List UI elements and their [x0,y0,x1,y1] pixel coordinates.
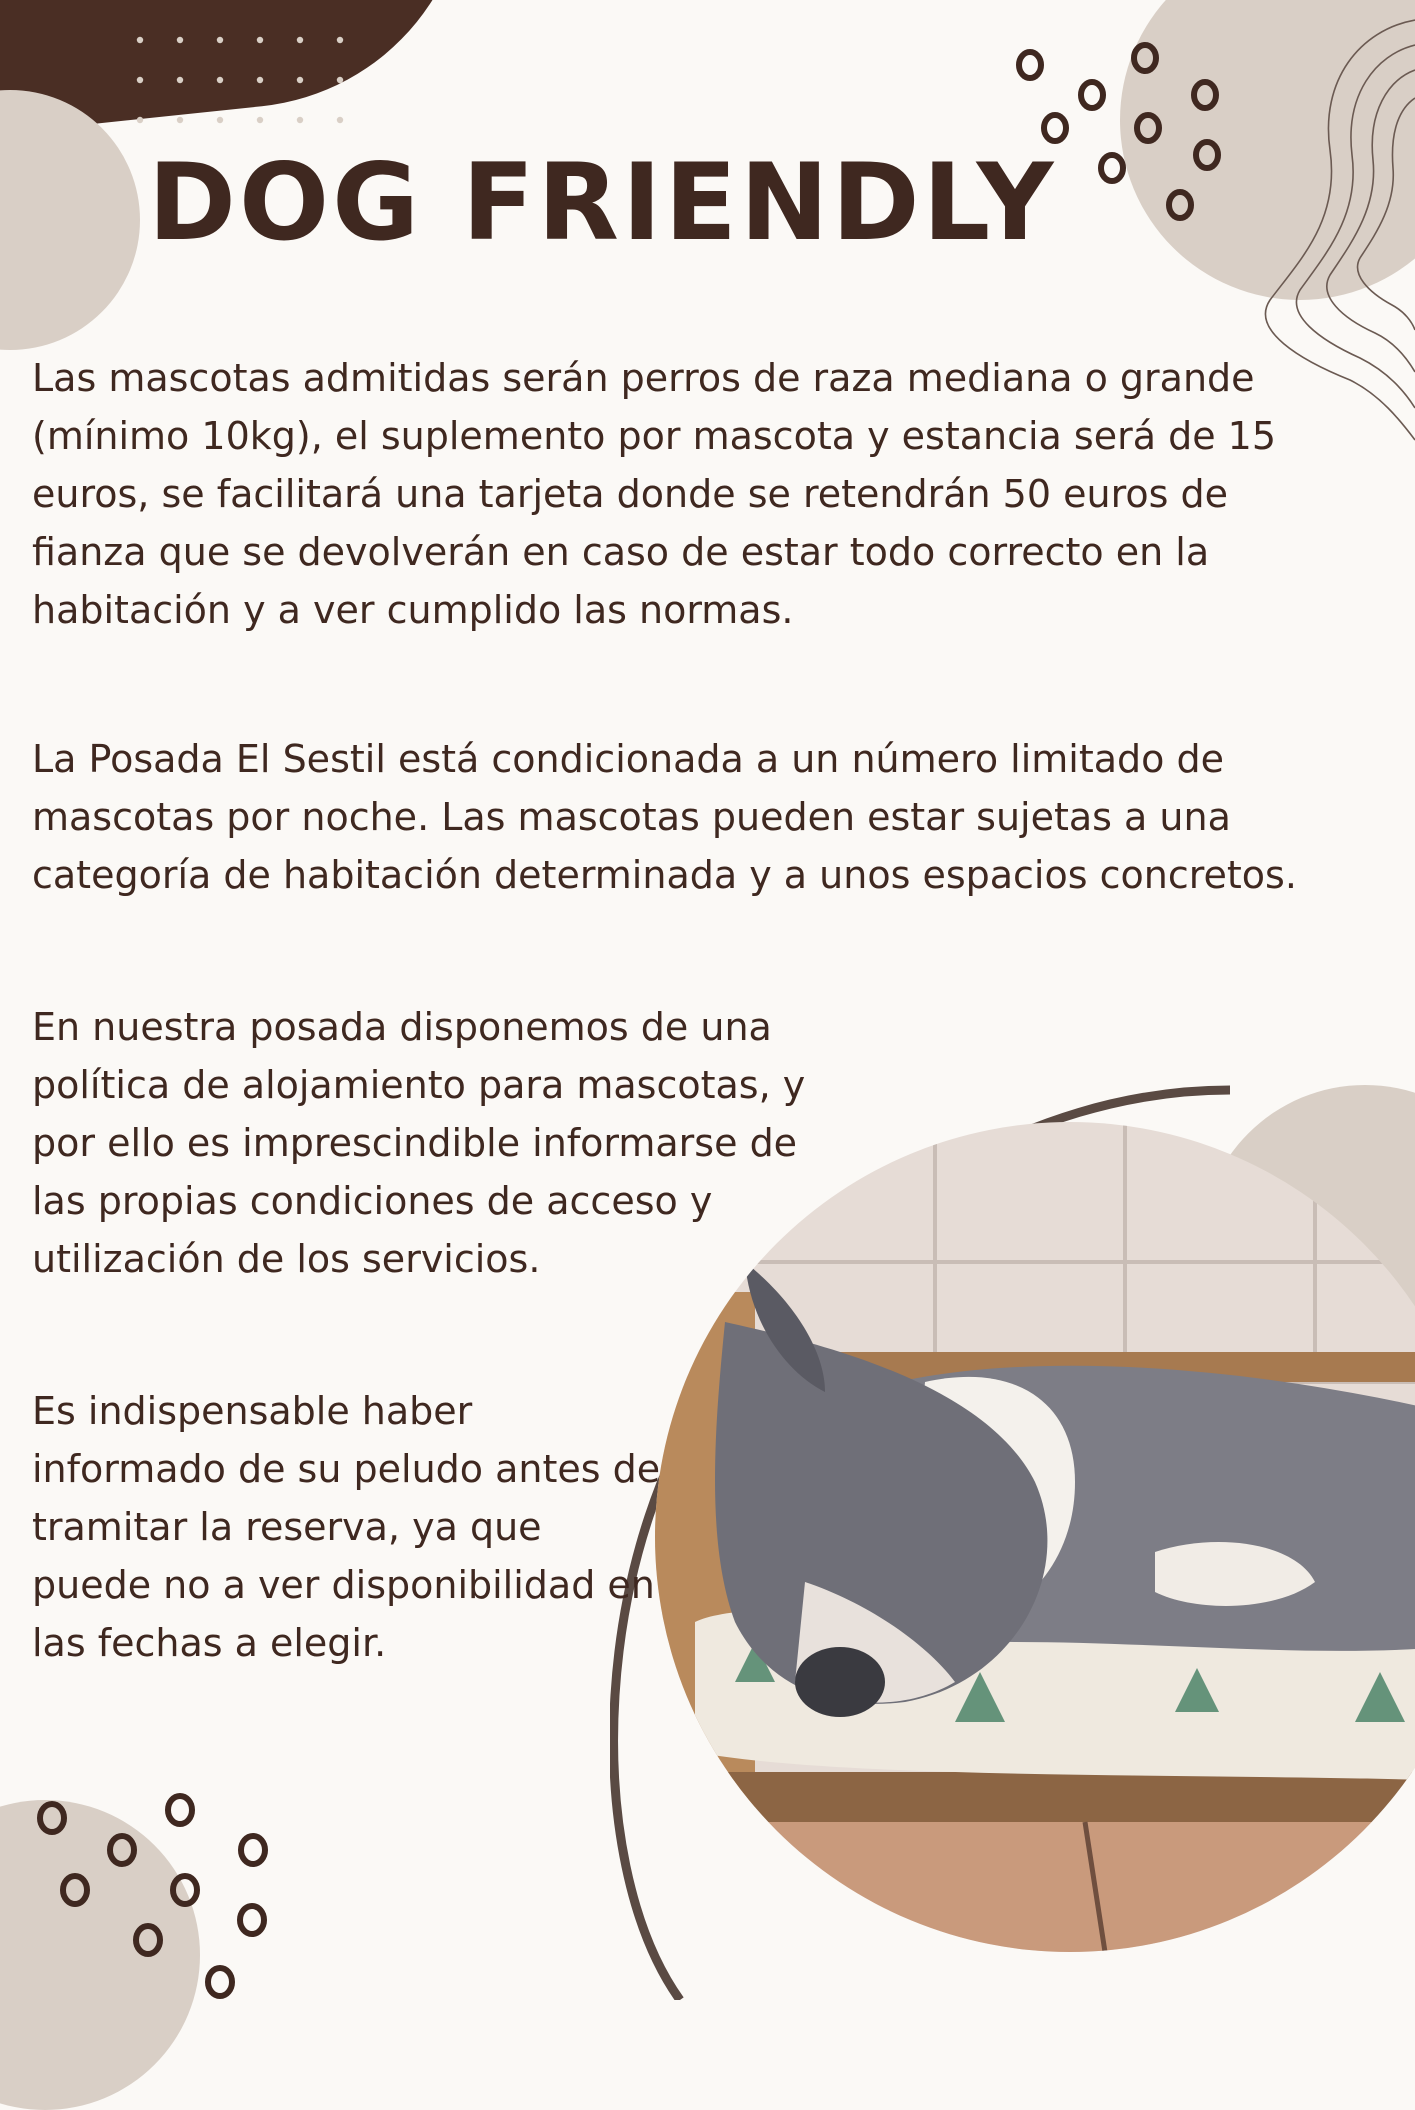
page-title: DOG FRIENDLY [148,141,1057,264]
paragraph-pet-policy: En nuestra posada disponemos de una política de alojamiento para mascotas, y por ello es imprescindible informarse de las propias condiciones de acceso y utilización de los servicios. [32,1005,806,1281]
beige-circle-decoration [0,90,140,350]
ring-cluster-decoration [30,1790,290,2000]
paragraph-pet-requirements: Las mascotas admitidas serán perros de raza mediana o grande (mínimo 10kg), el suplemento por mascota y estancia será de 15 euros, se facilitará una tarjeta donde se retendrán 50 euros de fianza que se devolverán en caso de estar todo correcto en la habitación y a ver cumplido las normas. [32,356,1277,632]
paragraph-pet-limits: La Posada El Sestil está condicionada a un número limitado de mascotas por noche. Las mascotas pueden estar sujetas a una categoría de habitación determinada y a unos espacios concretos. [32,737,1297,897]
paragraph-pet-notice: Es indispensable haber informado de su peludo antes de tramitar la reserva, ya que puede no a ver disponibilidad en las fechas a elegir. [32,1389,661,1665]
dot-grid-decoration [130,28,370,128]
